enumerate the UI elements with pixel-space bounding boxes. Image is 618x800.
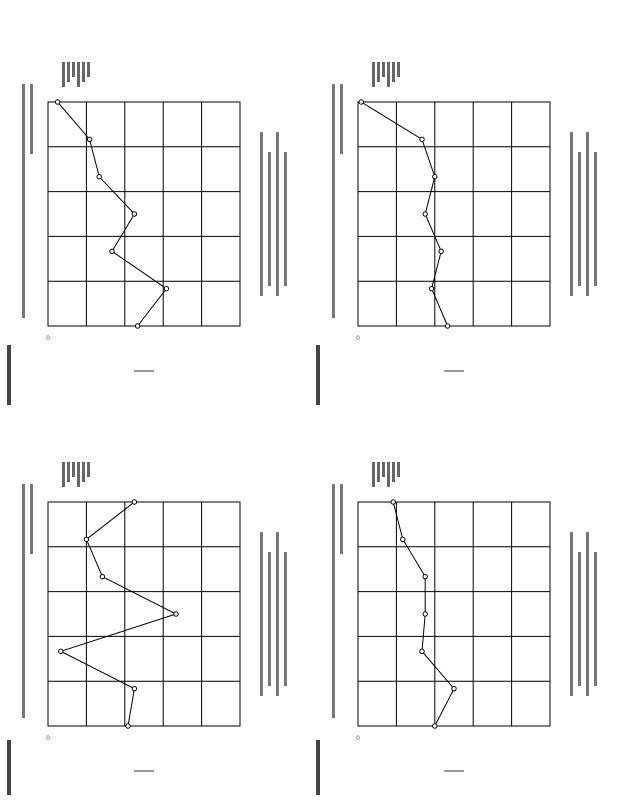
axis-label-bar: [134, 370, 154, 372]
y-tick-label: 0: [46, 335, 50, 342]
data-point: [59, 649, 63, 653]
title-line: [22, 484, 25, 718]
data-point: [391, 500, 395, 504]
legend-entry: [87, 62, 90, 77]
legend-entry: [397, 462, 400, 477]
data-point: [132, 500, 136, 504]
caption-line: [578, 152, 581, 286]
legend-entry: [67, 62, 70, 82]
caption-line: [586, 532, 589, 696]
caption-line: [276, 532, 279, 696]
data-point: [164, 286, 168, 290]
legend-entry: [67, 462, 70, 482]
data-point: [429, 286, 433, 290]
plot-frame: [48, 102, 240, 326]
plot-frame: [358, 502, 550, 726]
legend-entry: [382, 462, 385, 477]
caption-line: [284, 552, 287, 686]
axis-label-bar: [444, 770, 464, 772]
data-point: [97, 174, 101, 178]
legend-entry: [77, 462, 80, 487]
title-line: [332, 484, 335, 718]
y-tick-label: 0: [46, 735, 50, 742]
legend-entry: [62, 62, 65, 87]
legend-entry: [372, 62, 375, 87]
plot-frame: [358, 102, 550, 326]
caption-line: [276, 132, 279, 296]
legend-entry: [62, 462, 65, 487]
data-point: [110, 249, 114, 253]
legend-entry: [382, 62, 385, 77]
legend-entry: [377, 462, 380, 482]
caption-line: [268, 552, 271, 686]
legend-entry: [82, 462, 85, 482]
chart-panel-bottom-left: [0, 400, 300, 800]
legend-entry: [82, 62, 85, 82]
legend-entry: [387, 62, 390, 87]
data-point: [135, 324, 139, 328]
caption-line: [260, 132, 263, 296]
data-point: [423, 574, 427, 578]
data-point: [132, 212, 136, 216]
data-point: [423, 612, 427, 616]
title-line: [22, 84, 25, 318]
caption-line: [594, 152, 597, 286]
data-point: [420, 137, 424, 141]
data-point: [401, 537, 405, 541]
data-point: [126, 724, 130, 728]
y-tick-label: 0: [356, 335, 360, 342]
data-point: [174, 612, 178, 616]
series-line: [58, 102, 167, 326]
data-point: [84, 537, 88, 541]
legend-entry: [72, 62, 75, 77]
title-line: [340, 484, 343, 554]
legend-entry: [72, 462, 75, 477]
data-point: [445, 324, 449, 328]
legend-entry: [377, 62, 380, 82]
data-point: [423, 212, 427, 216]
data-point: [433, 724, 437, 728]
data-point: [420, 649, 424, 653]
legend-entry: [372, 462, 375, 487]
data-point: [439, 249, 443, 253]
data-point: [433, 174, 437, 178]
data-point: [100, 574, 104, 578]
title-line: [340, 84, 343, 154]
caption-line: [268, 152, 271, 286]
plot-frame: [48, 502, 240, 726]
caption-line: [570, 132, 573, 296]
caption-line: [594, 552, 597, 686]
axis-label-bar: [444, 370, 464, 372]
data-point: [132, 686, 136, 690]
legend-entry: [392, 62, 395, 82]
series-line: [61, 502, 176, 726]
data-point: [55, 100, 59, 104]
axis-label-bar: [134, 770, 154, 772]
title-line: [30, 84, 33, 154]
chart-panel-bottom-right: [310, 400, 610, 800]
legend-entry: [387, 462, 390, 487]
legend-entry: [77, 62, 80, 87]
caption-line: [578, 552, 581, 686]
legend-entry: [87, 462, 90, 477]
caption-line: [570, 532, 573, 696]
caption-line: [284, 152, 287, 286]
data-point: [359, 100, 363, 104]
legend-entry: [397, 62, 400, 77]
chart-panel-top-right: [310, 0, 610, 400]
y-tick-label: 0: [356, 735, 360, 742]
title-line: [332, 84, 335, 318]
data-point: [87, 137, 91, 141]
chart-panel-top-left: [0, 0, 300, 400]
caption-line: [586, 132, 589, 296]
legend-entry: [392, 462, 395, 482]
caption-line: [260, 532, 263, 696]
title-line: [30, 484, 33, 554]
data-point: [452, 686, 456, 690]
